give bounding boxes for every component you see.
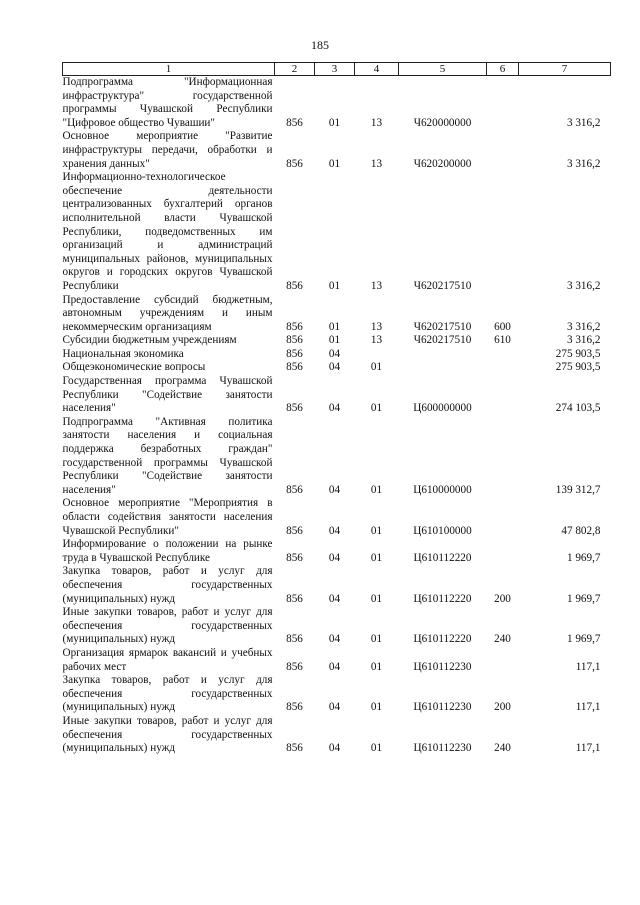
table-row [63,294,611,335]
row-csr: Ц610112220 [413,633,472,646]
row-section: 01 [328,334,341,347]
row-subsection: 01 [370,701,383,714]
row-vr: 200 [494,592,511,605]
row-ministry: 856 [286,483,303,496]
row-csr: Ц610100000 [413,524,472,537]
table-body [63,76,611,756]
row-name: Подпрограмма "Информационная инфраструктура" государственной программы Чувашской Республики "Цифровое общество Чувашии" [62,76,273,129]
row-ministry: 856 [286,320,303,333]
row-vr [487,497,519,538]
page-number: 185 [311,38,329,52]
row-csr: Ч620217510 [413,279,472,292]
row-section: 04 [328,701,341,714]
row-subsection: 01 [370,402,383,415]
row-ministry: 856 [286,116,303,129]
row-subsection: 01 [370,361,383,374]
row-vr: 200 [494,701,511,714]
table-row [63,565,611,606]
row-csr: Ц610000000 [413,483,472,496]
row-subsection: 01 [370,524,383,537]
table-row [63,171,611,293]
header-col-6: 6 [487,63,519,76]
row-csr [399,361,487,375]
row-amount: 47 802,8 [561,524,601,537]
budget-table [62,62,611,756]
row-vr [487,416,519,498]
row-vr [487,130,519,171]
table-row [63,130,611,171]
row-csr: Ч620217510 [413,320,472,333]
row-name: Общеэкономические вопросы [62,361,206,374]
row-vr [487,647,519,674]
row-name: Информационно-технологическое обеспечение деятельности централизованных бухгалтерий органов исполнительной власти Чувашской Республики, подведомственных им организаций и администраций муниципальных районов, муниципальных округов и городских округов Чувашской Республики [62,171,273,292]
row-ministry: 856 [286,633,303,646]
row-csr: Ц610112230 [413,701,472,714]
row-section: 04 [328,347,341,360]
row-ministry: 856 [286,279,303,292]
table-row [63,375,611,416]
row-csr: Ц610112230 [413,742,472,755]
row-csr: Ч620217510 [413,334,472,347]
row-ministry: 856 [286,701,303,714]
row-subsection: 01 [370,551,383,564]
row-name: Основное мероприятие "Развитие инфраструктуры передачи, обработки и хранения данных" [62,130,273,170]
row-name: Иные закупки товаров, работ и услуг для обеспечения государственных (муниципальных) нужд [62,606,273,646]
row-section: 04 [328,361,341,374]
row-amount: 1 969,7 [566,551,601,564]
row-csr: Ц610112230 [413,660,472,673]
row-vr [487,171,519,293]
row-vr: 240 [494,742,511,755]
row-vr: 240 [494,633,511,646]
row-ministry: 856 [286,157,303,170]
table-row [63,361,611,375]
row-csr: Ц600000000 [413,402,472,415]
row-section: 01 [328,116,341,129]
row-subsection: 01 [370,592,383,605]
row-ministry: 856 [286,334,303,347]
table-row [63,416,611,498]
table-row [63,348,611,362]
row-section: 04 [328,633,341,646]
header-col-4: 4 [355,63,399,76]
row-ministry: 856 [286,551,303,564]
table-row [63,606,611,647]
row-amount: 274 103,5 [555,402,601,415]
row-amount: 117,1 [575,660,601,673]
header-col-3: 3 [315,63,355,76]
header-col-1: 1 [63,63,275,76]
row-section: 04 [328,402,341,415]
row-amount: 1 969,7 [566,592,601,605]
row-section: 01 [328,279,341,292]
row-vr [487,361,519,375]
row-section: 04 [328,524,341,537]
row-amount: 117,1 [575,701,601,714]
row-csr [399,348,487,362]
table-row [63,647,611,674]
table-row [63,715,611,756]
row-amount: 3 316,2 [566,279,601,292]
row-ministry: 856 [286,402,303,415]
row-subsection: 13 [370,157,383,170]
table-header [63,63,611,76]
row-section: 04 [328,742,341,755]
row-name: Информирование о положении на рынке труда в Чувашской Республике [62,538,273,564]
table-row [63,674,611,715]
row-csr: Ч620200000 [413,157,472,170]
row-amount: 275 903,5 [555,347,601,360]
row-subsection: 01 [370,483,383,496]
row-ministry: 856 [286,347,303,360]
row-section: 04 [328,660,341,673]
row-name: Предоставление субсидий бюджетным, автономным учреждениям и иным некоммерческим организациям [62,293,273,333]
header-col-5: 5 [399,63,487,76]
row-vr: 610 [494,334,511,347]
row-subsection: 13 [370,116,383,129]
row-name: Государственная программа Чувашской Республики "Содействие занятости населения" [62,375,273,415]
row-name: Субсидии бюджетным учреждениям [62,334,237,347]
header-row [63,63,611,76]
row-name: Подпрограмма "Активная политика занятости населения и социальная поддержка безработных граждан" государственной программы Чувашской Республики "Содействие занятости населения" [62,415,273,496]
row-amount: 117,1 [575,742,601,755]
row-vr: 600 [494,320,511,333]
row-amount: 3 316,2 [566,157,601,170]
table-row [63,538,611,565]
row-section: 04 [328,483,341,496]
row-amount: 3 316,2 [566,320,601,333]
row-amount: 3 316,2 [566,116,601,129]
row-section: 04 [328,551,341,564]
row-amount: 275 903,5 [555,361,601,374]
row-ministry: 856 [286,660,303,673]
row-section: 01 [328,320,341,333]
row-subsection: 01 [370,633,383,646]
row-subsection [355,348,399,362]
row-name: Иные закупки товаров, работ и услуг для обеспечения государственных (муниципальных) нужд [62,714,273,755]
row-subsection: 13 [370,320,383,333]
row-csr: Ц610112220 [413,592,472,605]
header-col-7: 7 [519,63,611,76]
table-row [63,76,611,131]
row-name: Основное мероприятие "Мероприятия в области содействия занятости населения Чувашской Республики" [62,497,273,537]
row-ministry: 856 [286,592,303,605]
row-amount: 3 316,2 [566,334,601,347]
row-name: Закупка товаров, работ и услуг для обеспечения государственных (муниципальных) нужд [62,565,273,605]
row-name: Организация ярмарок вакансий и учебных рабочих мест [62,646,273,673]
row-ministry: 856 [286,524,303,537]
row-subsection: 13 [370,279,383,292]
row-vr [487,348,519,362]
table-row [63,334,611,348]
table-row [63,497,611,538]
row-csr: Ц610112220 [413,551,472,564]
row-amount: 139 312,7 [555,483,601,496]
row-subsection: 01 [370,742,383,755]
row-name: Национальная экономика [62,347,184,360]
row-subsection: 13 [370,334,383,347]
row-name: Закупка товаров, работ и услуг для обеспечения государственных (муниципальных) нужд [62,674,273,714]
row-ministry: 856 [286,361,303,374]
row-vr [487,375,519,416]
row-csr: Ч620000000 [413,116,472,129]
row-vr [487,538,519,565]
row-section: 01 [328,157,341,170]
row-section: 04 [328,592,341,605]
row-subsection: 01 [370,660,383,673]
header-col-2: 2 [275,63,315,76]
row-ministry: 856 [286,742,303,755]
row-amount: 1 969,7 [566,633,601,646]
row-vr [487,76,519,131]
